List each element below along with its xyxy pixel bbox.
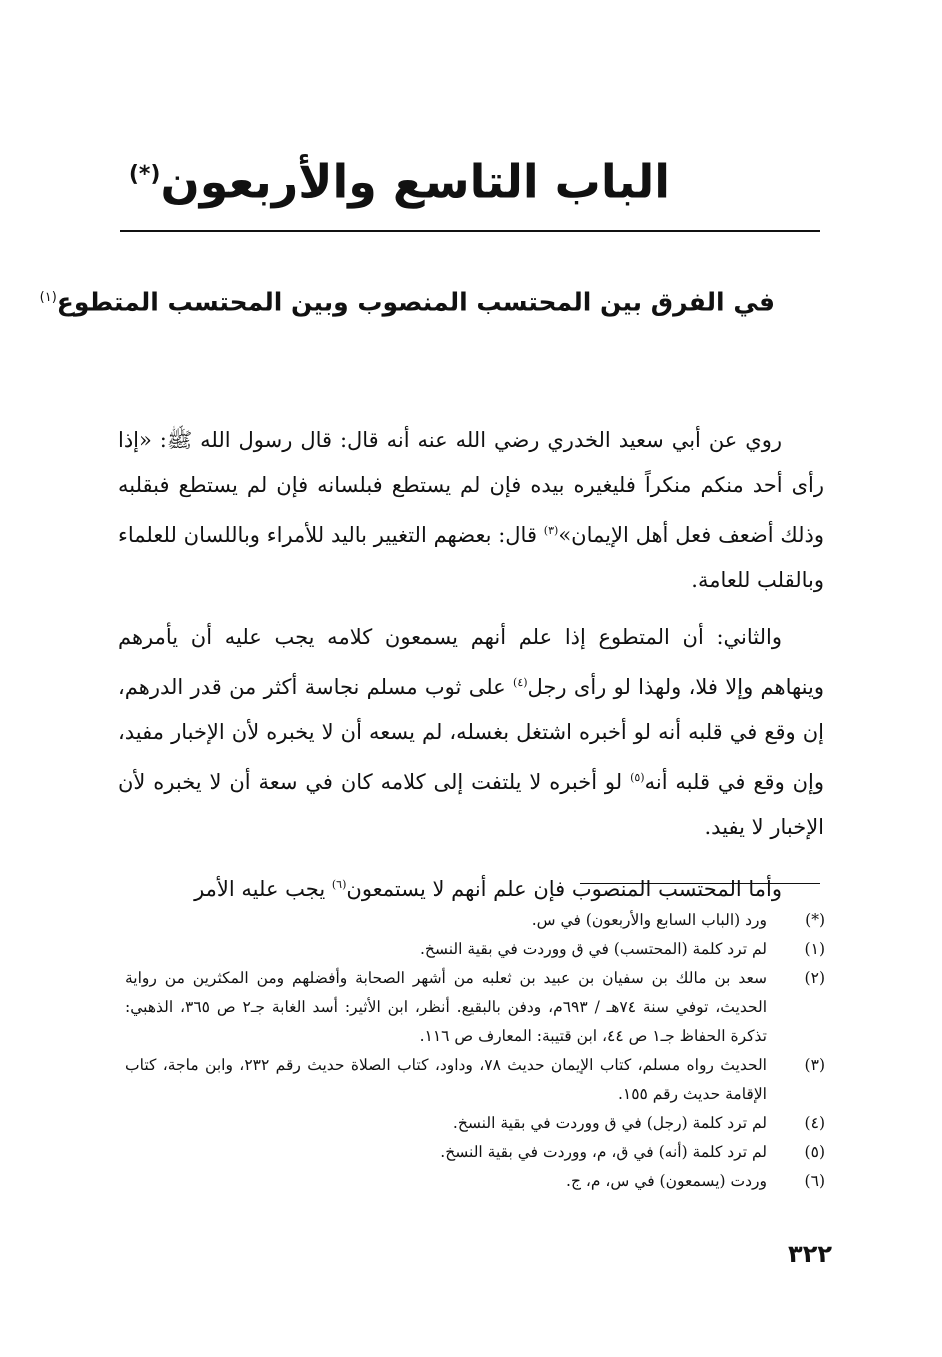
footnote-text: لم ترد كلمة (رجل) في ق ووردت في بقية النسخ. bbox=[452, 1114, 767, 1132]
footnote-text: الحديث رواه مسلم، كتاب الإيمان حديث ٧٨، وداود، كتاب الصلاة حديث رقم ٢٣٢، وابن ماجة، كتاب الإقامة حديث رقم ١٥٥. bbox=[125, 1056, 767, 1103]
footnote-number: (٢) bbox=[804, 969, 825, 987]
footnote-ref-4: (٤) bbox=[513, 676, 528, 689]
footnote-text: لم ترد كلمة (المحتسب) في ق ووردت في بقية النسخ. bbox=[420, 940, 767, 958]
paragraph-2-part1: والثاني: أن المتطوع إذا علم أنهم يسمعون كلامه يجب عليه أن يأمرهم وينهاهم وإلا فلا، ولهذا لو رأى رجل bbox=[118, 625, 824, 699]
paragraph-2-part3: لو أخبره لا يلتفت إلى كلامه كان في سعة أن لا يخبره لأن الإخبار لا يفيد. bbox=[118, 770, 824, 839]
page-number: ٣٢٢ bbox=[788, 1240, 832, 1268]
chapter-title-text: الباب التاسع والأربعون bbox=[160, 154, 670, 209]
footnote-item bbox=[125, 1167, 825, 1196]
footnote-number: (٤) bbox=[804, 1114, 825, 1132]
footnotes bbox=[125, 906, 825, 1196]
footnote-ref-5: (٥) bbox=[630, 771, 645, 784]
body-text bbox=[118, 418, 824, 924]
footnote-ref-3: (٣) bbox=[543, 524, 559, 537]
footnote-item bbox=[125, 1138, 825, 1167]
chapter-title-marker: (*) bbox=[128, 162, 161, 187]
paragraph-1-part1: روي عن أبي سعيد الخدري رضي الله عنه أنه قال: قال رسول الله ﷺ: «إذا رأى أحد منكم منكراً فليغيره بيده فإن لم يستطع فبلسانه فإن لم يستطع فبقلبه وذلك أضعف فعل أهل الإيمان» bbox=[118, 428, 824, 547]
chapter-title bbox=[128, 140, 670, 216]
subtitle-text: في الفرق بين المحتسب المنصوب وبين المحتسب المتطوع bbox=[56, 287, 775, 317]
footnote-number: (٥) bbox=[804, 1143, 825, 1161]
footnote-number: (٣) bbox=[804, 1056, 825, 1074]
paragraph-3 bbox=[118, 862, 824, 912]
footnote-ref-6: (٦) bbox=[331, 878, 347, 891]
footnote-text: ورد (الباب السابع والأربعون) في س. bbox=[531, 911, 767, 929]
footnote-number: (*) bbox=[805, 911, 825, 929]
paragraph-1 bbox=[118, 418, 824, 603]
footnote-text: وردت (يسمعون) في س، م، ج. bbox=[566, 1172, 767, 1190]
paragraph-2-part2: على ثوب مسلم نجاسة أكثر من قدر الدرهم، إن وقع في قلبه أنه لو أخبره اشتغل بغسله، لم يسعه أن لا يخبره لأن الإخبار مفيد، وإن وقع في قلبه أنه bbox=[118, 675, 824, 794]
footnote-item bbox=[125, 935, 825, 964]
paragraph-3-part1: وأما المحتسب المنصوب فإن علم أنهم لا يستمعون bbox=[346, 877, 782, 901]
paragraph-3-part2: يجب عليه الأمر bbox=[194, 877, 332, 901]
footnote-item bbox=[125, 1109, 825, 1138]
footnote-item bbox=[125, 964, 825, 1051]
title-rule bbox=[120, 230, 820, 232]
section-subtitle bbox=[39, 278, 775, 322]
paragraph-1-part2: قال: بعضهم التغيير باليد للأمراء وباللسان للعلماء وبالقلب للعامة. bbox=[118, 523, 824, 592]
footnote-number: (٦) bbox=[804, 1172, 825, 1190]
footnote-item bbox=[125, 1051, 825, 1109]
subtitle-marker: (١) bbox=[39, 290, 57, 305]
footnote-text: سعد بن مالك بن سفيان بن عبيد بن ثعلبه من أشهر الصحابة وأفضلهم ومن المكثرين من رواية الحديث، توفي سنة ٧٤هـ / ٦٩٣م، ودفن بالبقيع. أنظر، ابن الأثير: أسد الغابة جـ٢ ص ٣٦٥، الذهبي: تذكرة الحفاظ جـ١ ص ٤٤، ابن قتيبة: المعارف ص ١١٦. bbox=[125, 969, 767, 1045]
footnote-number: (١) bbox=[804, 940, 825, 958]
footnote-item bbox=[125, 906, 825, 935]
footnote-separator bbox=[580, 883, 820, 884]
footnote-text: لم ترد كلمة (أنه) في ق، م، ووردت في بقية النسخ. bbox=[440, 1143, 767, 1161]
paragraph-2 bbox=[118, 615, 824, 850]
